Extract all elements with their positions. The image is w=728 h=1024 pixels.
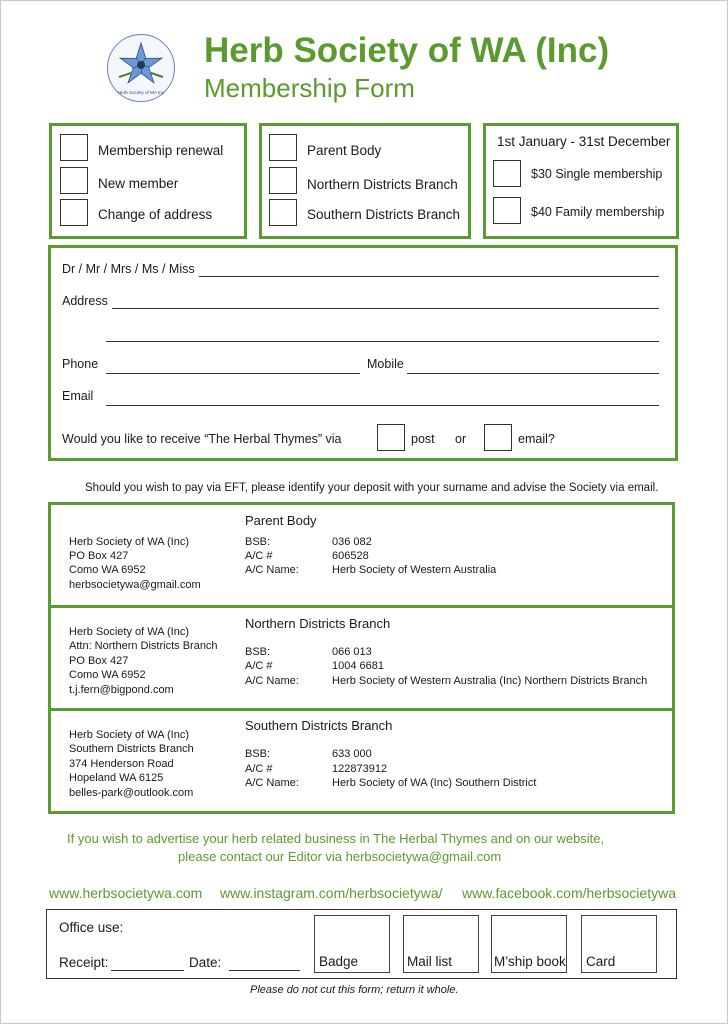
bank-details-southern-districts <box>48 708 675 814</box>
northern-districts-checkbox[interactable] <box>269 167 297 194</box>
badge-box[interactable] <box>314 915 390 973</box>
account-number-value: 1004 6681 <box>332 660 384 672</box>
account-name-label: A/C Name: <box>245 675 299 687</box>
bsb-label: BSB: <box>245 748 271 760</box>
newsletter-question: Would you like to receive “The Herbal Thymes” via <box>62 432 342 446</box>
parent-body-checkbox[interactable] <box>269 134 297 161</box>
bank-address-line: Herb Society of WA (Inc) <box>69 536 190 548</box>
date-label: Date: <box>189 955 222 970</box>
bank-details-northern-districts <box>48 605 675 711</box>
card-box[interactable] <box>581 915 657 973</box>
title-field-label: Dr / Mr / Mrs / Ms / Miss <box>62 262 195 276</box>
name-field[interactable] <box>199 276 659 277</box>
change-of-address-checkbox[interactable] <box>60 199 88 226</box>
advertise-note-line-2: please contact our Editor via herbsocietywa@gmail.com <box>178 849 502 864</box>
address-field-line-1[interactable] <box>112 308 659 309</box>
bank-address-line: Attn: Northern Districts Branch <box>69 640 218 652</box>
newsletter-post-label: post <box>411 432 435 446</box>
bank-address-line: Herb Society of WA (Inc) <box>69 729 190 741</box>
fees-period: 1st January - 31st December <box>497 134 671 149</box>
account-number-label: A/C # <box>245 660 273 672</box>
receipt-field[interactable] <box>111 970 184 971</box>
page-title: Herb Society of WA (Inc) <box>204 31 610 70</box>
eft-note: Should you wish to pay via EFT, please identify your deposit with your surname and advise the Society via email. <box>85 482 659 494</box>
account-number-label: A/C # <box>245 550 273 562</box>
newsletter-or-label: or <box>455 432 467 446</box>
account-name-value: Herb Society of Western Australia <box>332 564 497 576</box>
email-field[interactable] <box>106 405 659 406</box>
member-details-box <box>48 245 678 461</box>
family-membership-checkbox[interactable] <box>493 197 521 224</box>
bank-email: herbsocietywa@gmail.com <box>69 579 201 591</box>
bsb-value: 633 000 <box>332 748 372 760</box>
phone-field[interactable] <box>106 373 360 374</box>
membership-book-label: M’ship book <box>494 954 566 969</box>
new-member-label: New member <box>98 176 179 191</box>
card-label: Card <box>586 954 616 969</box>
svg-text:Herb Society of WA Inc: Herb Society of WA Inc <box>117 90 165 95</box>
email-field-label: Email <box>62 389 94 403</box>
bank-address-line: Herb Society of WA (Inc) <box>69 626 190 638</box>
phone-field-label: Phone <box>62 357 99 371</box>
membership-renewal-label: Membership renewal <box>98 143 224 158</box>
membership-type-box <box>49 123 247 239</box>
bank-address-line: 374 Henderson Road <box>69 758 174 770</box>
instagram-link[interactable]: www.instagram.com/herbsocietywa/ <box>220 885 443 901</box>
account-name-label: A/C Name: <box>245 777 299 789</box>
advertise-note-line-1: If you wish to advertise your herb related business in The Herbal Thymes and on our website, <box>67 831 605 846</box>
receipt-label: Receipt: <box>59 955 109 970</box>
northern-districts-label: Northern Districts Branch <box>307 177 458 192</box>
page-subtitle: Membership Form <box>204 73 415 103</box>
mobile-field-label: Mobile <box>367 357 404 371</box>
parent-body-label: Parent Body <box>307 143 382 158</box>
newsletter-email-label: email? <box>518 432 555 446</box>
southern-districts-label: Southern Districts Branch <box>307 207 461 222</box>
office-use-label: Office use: <box>59 920 124 935</box>
family-membership-label: $40 Family membership <box>531 205 665 219</box>
account-number-value: 606528 <box>332 550 369 562</box>
single-membership-label: $30 Single membership <box>531 167 663 181</box>
account-name-label: A/C Name: <box>245 564 299 576</box>
address-field-label: Address <box>62 294 108 308</box>
badge-label: Badge <box>319 954 359 969</box>
footer-note: Please do not cut this form; return it whole. <box>250 984 459 996</box>
membership-renewal-checkbox[interactable] <box>60 134 88 161</box>
newsletter-post-checkbox[interactable] <box>377 424 405 451</box>
account-name-value: Herb Society of WA (Inc) Southern District <box>332 777 537 789</box>
southern-districts-checkbox[interactable] <box>269 199 297 226</box>
bank-email: t.j.fern@bigpond.com <box>69 684 174 696</box>
mail-list-label: Mail list <box>407 954 453 969</box>
bank-address-line: Como WA 6952 <box>69 669 146 681</box>
mail-list-box[interactable] <box>403 915 479 973</box>
herb-flower-logo-icon <box>107 34 175 102</box>
fees-box <box>483 123 679 239</box>
single-membership-checkbox[interactable] <box>493 160 521 187</box>
new-member-checkbox[interactable] <box>60 167 88 194</box>
bsb-label: BSB: <box>245 646 271 658</box>
change-of-address-label: Change of address <box>98 207 213 222</box>
bsb-label: BSB: <box>245 536 271 548</box>
bank-heading: Northern Districts Branch <box>245 616 391 631</box>
bsb-value: 036 082 <box>332 536 372 548</box>
branch-box <box>259 123 471 239</box>
facebook-link[interactable]: www.facebook.com/herbsocietywa <box>462 885 676 901</box>
newsletter-email-checkbox[interactable] <box>484 424 512 451</box>
bank-heading: Parent Body <box>245 513 317 528</box>
bank-address-line: PO Box 427 <box>69 550 129 562</box>
bank-address-line: PO Box 427 <box>69 655 129 667</box>
date-field[interactable] <box>229 970 300 971</box>
bank-heading: Southern Districts Branch <box>245 718 393 733</box>
account-name-value: Herb Society of Western Australia (Inc) Northern Districts Branch <box>332 675 648 687</box>
bsb-value: 066 013 <box>332 646 372 658</box>
account-number-label: A/C # <box>245 763 273 775</box>
bank-email: belles-park@outlook.com <box>69 787 194 799</box>
account-number-value: 122873912 <box>332 763 388 775</box>
bank-details-parent-body <box>48 502 675 608</box>
bank-address-line: Southern Districts Branch <box>69 743 194 755</box>
website-link[interactable]: www.herbsocietywa.com <box>49 885 203 901</box>
bank-address-line: Hopeland WA 6125 <box>69 772 164 784</box>
office-use-box <box>46 909 677 979</box>
bank-address-line: Como WA 6952 <box>69 564 146 576</box>
address-field-line-2[interactable] <box>106 341 659 342</box>
membership-book-box[interactable] <box>491 915 567 973</box>
mobile-field[interactable] <box>407 373 659 374</box>
